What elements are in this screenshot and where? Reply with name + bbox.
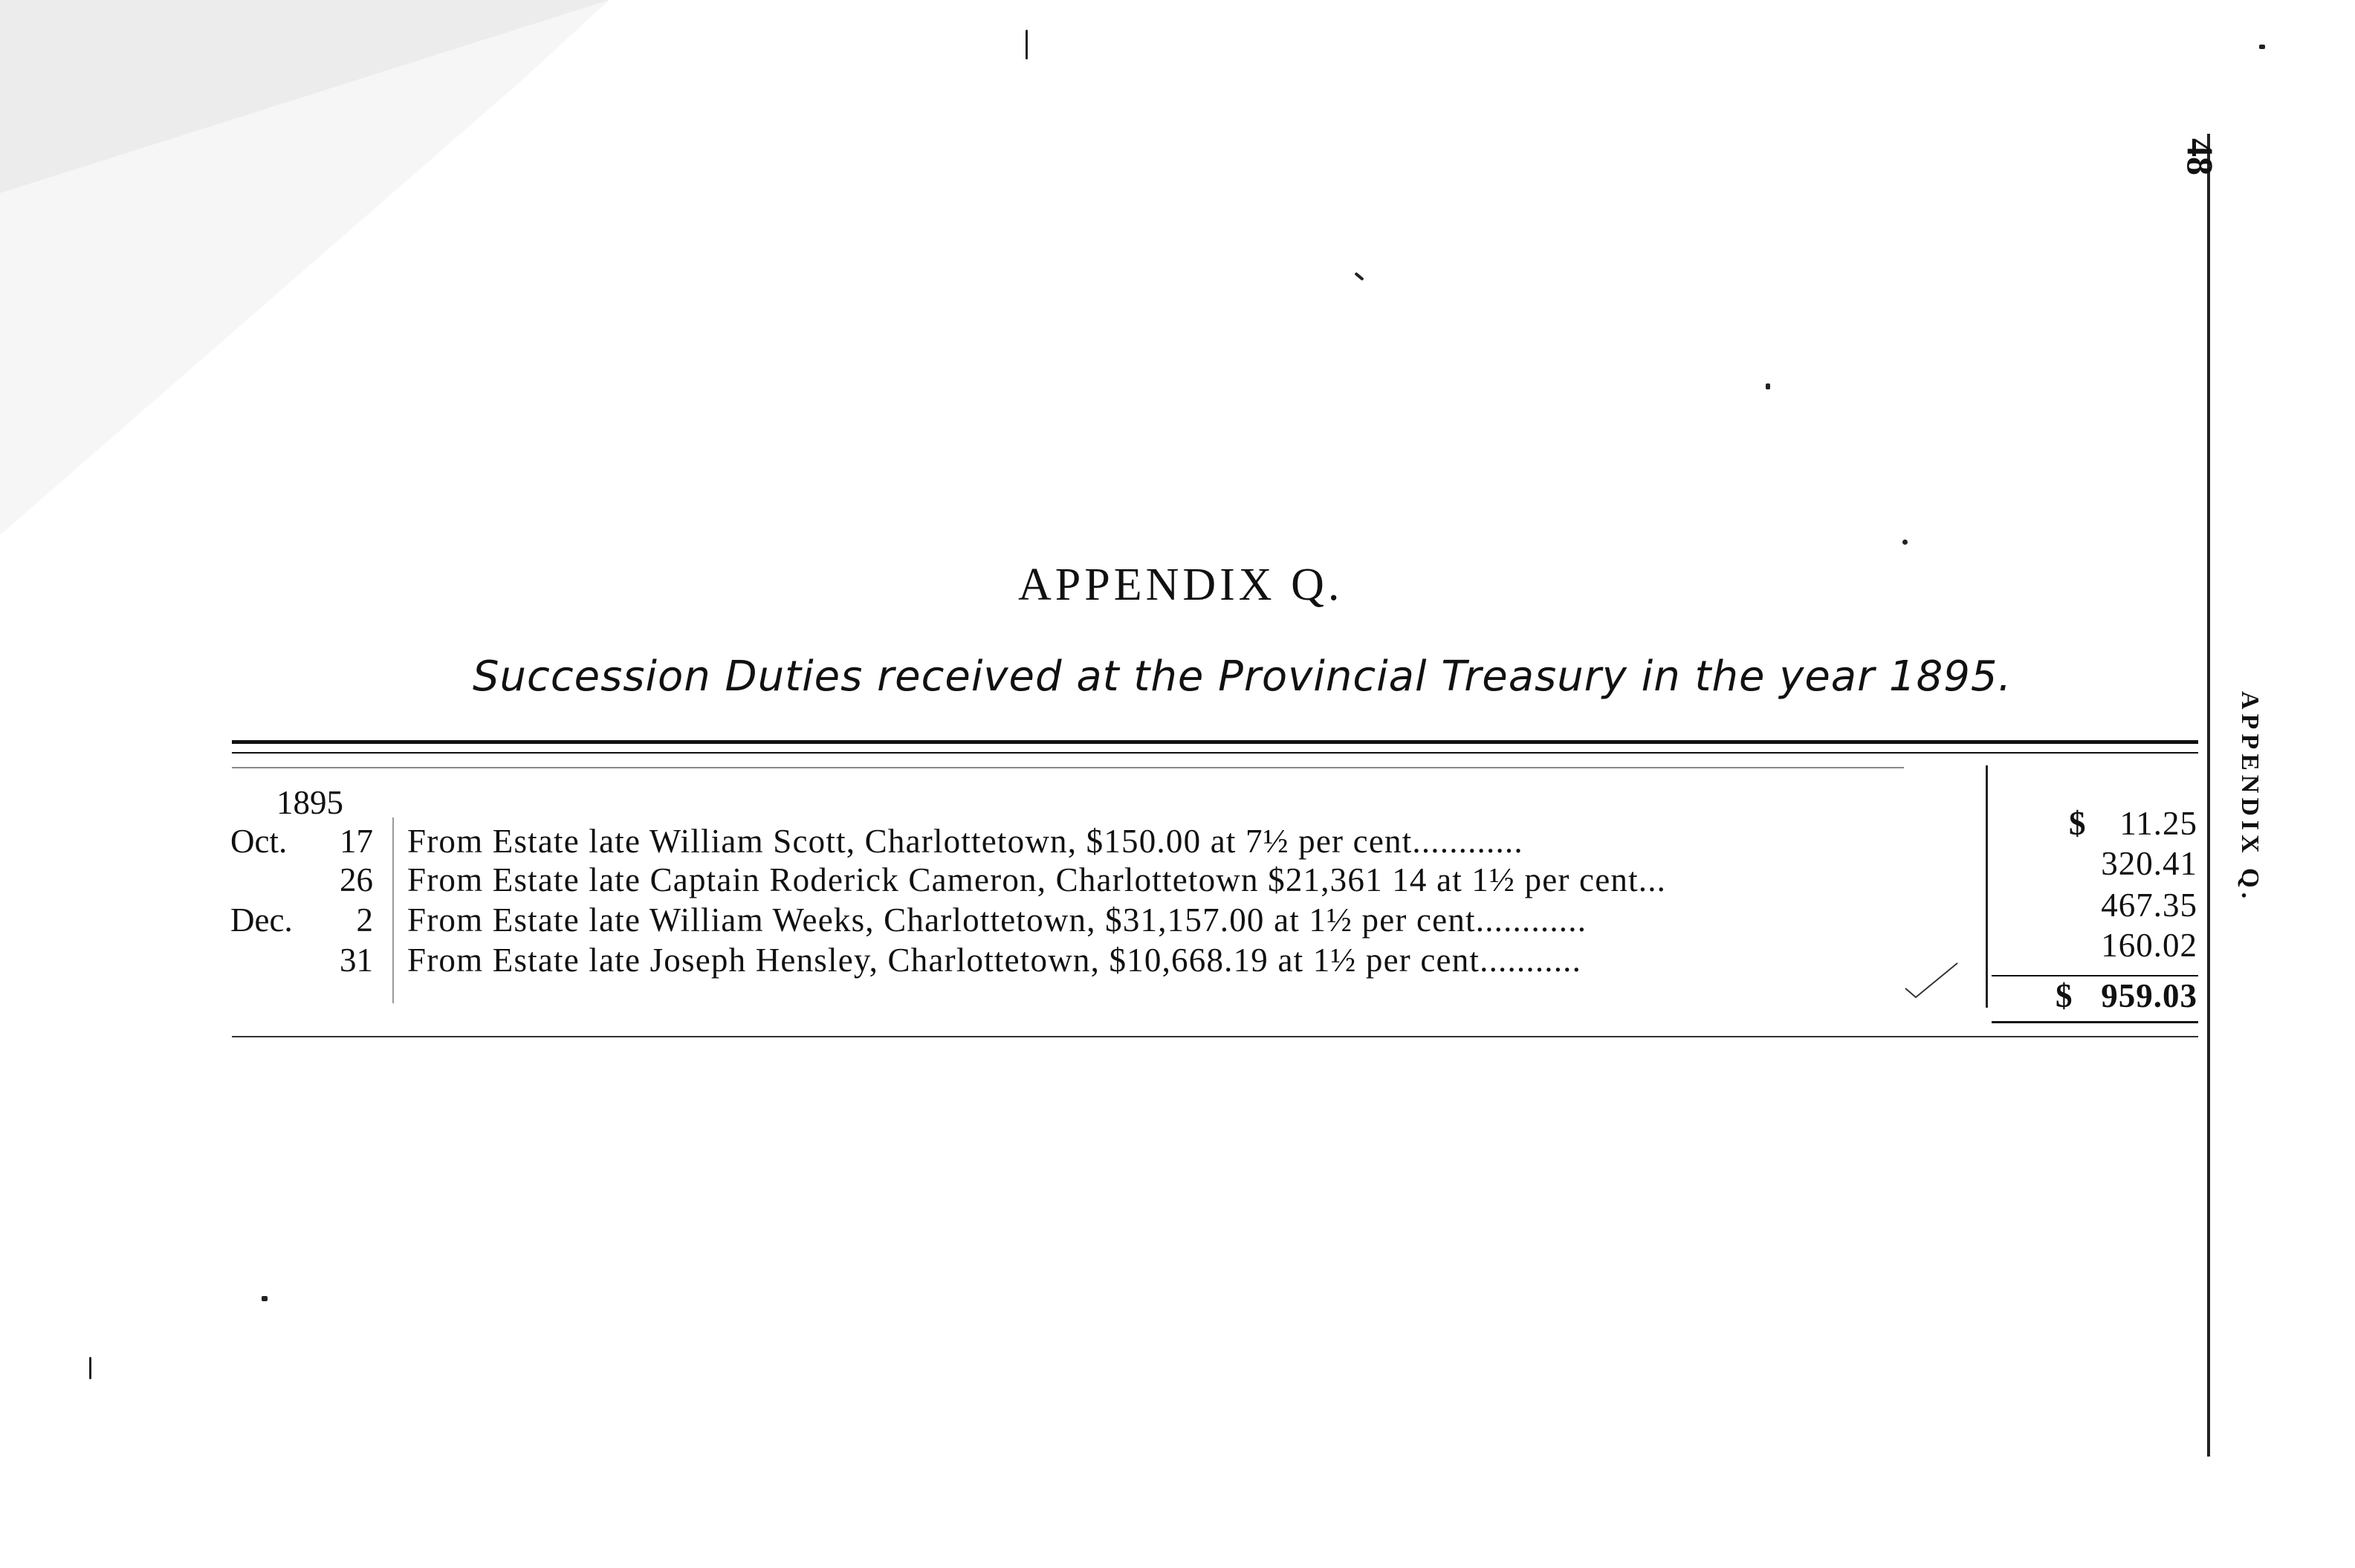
scan-speck — [1766, 383, 1770, 389]
table-year: 1895 — [276, 784, 343, 821]
appendix-subtitle: Succession Duties received at the Provincial Treasury in the year 1895. — [473, 652, 2012, 701]
row-description: From Estate late Captain Roderick Cameron, Charlottetown $21,361 14 at 1½ per cent... — [407, 861, 1667, 898]
scan-speck — [1026, 30, 1028, 59]
total-rule — [1992, 975, 2198, 976]
row-day: 17 — [340, 823, 373, 860]
page-number: 48 — [2180, 138, 2221, 175]
appendix-title: APPENDIX Q. — [1018, 560, 1344, 610]
row-day: 26 — [340, 861, 373, 898]
row-amount: 160.02 — [2101, 927, 2197, 964]
page-edge-rule — [2207, 134, 2210, 1457]
total-amount: 959.03 — [2101, 977, 2197, 1014]
column-divider-amount — [1986, 765, 1988, 1008]
scan-speck — [1354, 272, 1364, 281]
running-head: APPENDIX Q. — [2236, 691, 2264, 904]
row-description: From Estate late William Scott, Charlottetown, $150.00 at 7½ per cent............ — [407, 823, 1523, 860]
table-subrule — [232, 767, 1904, 768]
row-dollar-sign: $ — [2069, 805, 2086, 842]
scan-speck — [89, 1357, 91, 1379]
total-dollar-sign: $ — [2056, 977, 2073, 1014]
scan-shading — [0, 0, 669, 565]
row-amount: 11.25 — [2119, 805, 2197, 842]
row-month: Dec. — [230, 901, 293, 939]
scan-speck — [262, 1296, 268, 1301]
row-day: 31 — [340, 942, 373, 979]
row-description: From Estate late William Weeks, Charlottetown, $31,157.00 at 1½ per cent............ — [407, 901, 1587, 939]
row-description: From Estate late Joseph Hensley, Charlottetown, $10,668.19 at 1½ per cent........... — [407, 942, 1582, 979]
row-amount: 467.35 — [2101, 887, 2197, 924]
table-bottom-rule — [1992, 1021, 2198, 1023]
check-mark-icon — [1902, 959, 1962, 1003]
scan-speck — [1902, 540, 1908, 545]
row-month: Oct. — [230, 823, 288, 860]
row-amount: 320.41 — [2101, 845, 2197, 882]
column-divider-date — [392, 817, 394, 1003]
table-bottom-rule-long — [232, 1036, 2198, 1037]
scan-speck — [2259, 45, 2265, 49]
row-day: 2 — [356, 901, 373, 939]
table-top-rule — [232, 740, 2198, 744]
table-top-rule-thin — [232, 752, 2198, 754]
